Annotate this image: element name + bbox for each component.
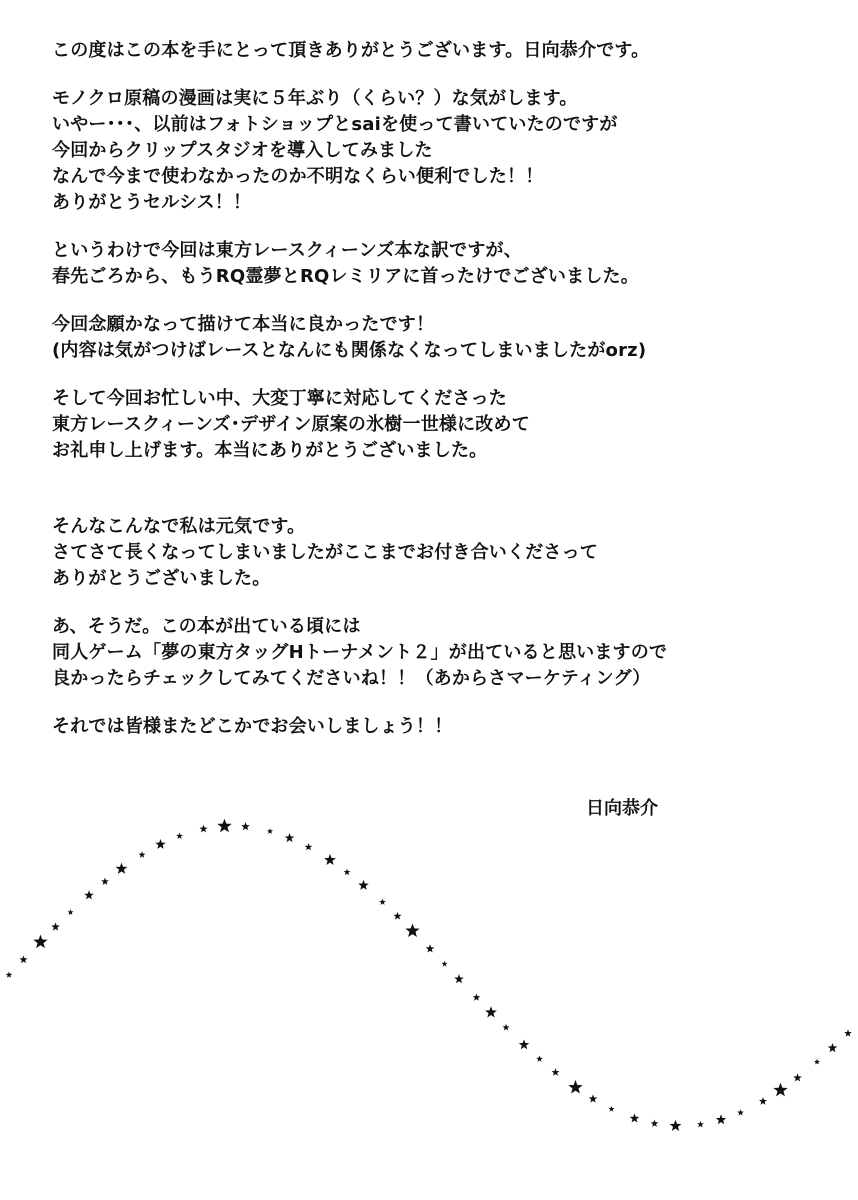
star-icon [814, 1059, 820, 1065]
star-icon [454, 974, 464, 983]
text-line: さてさて長くなってしまいましたがここまでお付き合いくださって [52, 542, 598, 563]
star-icon [737, 1109, 744, 1115]
star-icon [608, 1106, 614, 1112]
text-line: お礼申し上げます。本当にありがとうございました。 [52, 440, 488, 461]
star-icon [793, 1073, 802, 1081]
text-line: 東方レースクィーンズ･デザイン原案の氷樹一世様に改めて [52, 414, 530, 435]
star-icon [716, 1114, 726, 1124]
star-icon [552, 1068, 560, 1076]
star-icon [379, 899, 386, 905]
star-icon [426, 944, 435, 952]
text-line: いやー･･･、以前はフォトショップとsaiを使って書いていたのですが [52, 114, 618, 135]
author-signature: 日向恭介 [586, 798, 658, 819]
star-icon [473, 993, 481, 1000]
text-line: 良かったらチェックしてみてくださいね！！（あからさマーケティング） [52, 668, 651, 689]
star-icon [405, 923, 419, 937]
star-icon [485, 1006, 497, 1017]
star-icon [305, 843, 313, 850]
text-line: なんで今まで使わなかったのか不明なくらい便利でした！！ [52, 166, 544, 187]
star-icon [285, 833, 295, 842]
star-icon [33, 935, 47, 949]
text-line: この度はこの本を手にとって頂きありがとうございます。日向恭介です。 [52, 40, 650, 61]
text-line: そして今回お忙しい中、大変丁寧に対応してくださった [52, 388, 507, 409]
star-icon [217, 819, 231, 833]
text-line: 今回からクリップスタジオを導入してみました [52, 140, 433, 161]
star-icon [344, 869, 351, 876]
star-icon [155, 839, 165, 849]
star-icon [519, 1039, 529, 1049]
star-icon [200, 825, 208, 833]
star-icon [267, 828, 273, 834]
star-icon [844, 1029, 852, 1036]
star-icon [101, 878, 109, 885]
text-line: 春先ごろから、もうRQ霊夢とRQレミリアに首ったけでございました。 [52, 266, 639, 287]
star-icon [441, 961, 447, 967]
text-line: それでは皆様またどこかでお会いしましょう！！ [52, 716, 453, 737]
star-icon [536, 1055, 543, 1061]
star-icon [394, 912, 402, 920]
text-line: 今回念願かなって描けて本当に良かったです！ [52, 314, 435, 335]
text-line: そんなこんなで私は元気です。 [52, 516, 306, 537]
star-icon [759, 1097, 767, 1105]
star-icon [51, 922, 60, 930]
star-icon [670, 1120, 682, 1131]
star-icon [568, 1080, 582, 1094]
text-line: というわけで今回は東方レースクィーンズ本な訳ですが、 [52, 240, 522, 261]
star-icon [773, 1083, 787, 1097]
star-icon [67, 909, 73, 915]
star-icon [503, 1024, 510, 1031]
star-icon [324, 854, 336, 865]
star-icon [176, 833, 183, 839]
star-icon [697, 1121, 704, 1128]
star-icon [139, 851, 146, 858]
text-line: モノクロ原稿の漫画は実に５年ぶり（くらい？）な気がします。 [52, 88, 578, 109]
star-icon [651, 1120, 659, 1127]
star-icon [6, 971, 13, 977]
star-icon [358, 880, 368, 890]
text-line: ありがとうございました。 [52, 568, 271, 589]
star-icon [84, 890, 94, 899]
text-line: 同人ゲーム「夢の東方タッグHトーナメント２」が出ていると思いますので [52, 642, 668, 663]
star-icon [20, 956, 28, 964]
star-icon [630, 1113, 640, 1122]
star-icon [241, 822, 250, 830]
text-line: あ、そうだ。この本が出ている頃には [52, 616, 361, 637]
star-icon [828, 1043, 838, 1052]
text-line: ありがとうセルシス！！ [52, 192, 252, 213]
text-line: (内容は気がつけばレースとなんにも関係なくなってしまいましたがorz) [52, 340, 647, 361]
star-icon [116, 863, 128, 874]
star-icon [589, 1094, 598, 1102]
